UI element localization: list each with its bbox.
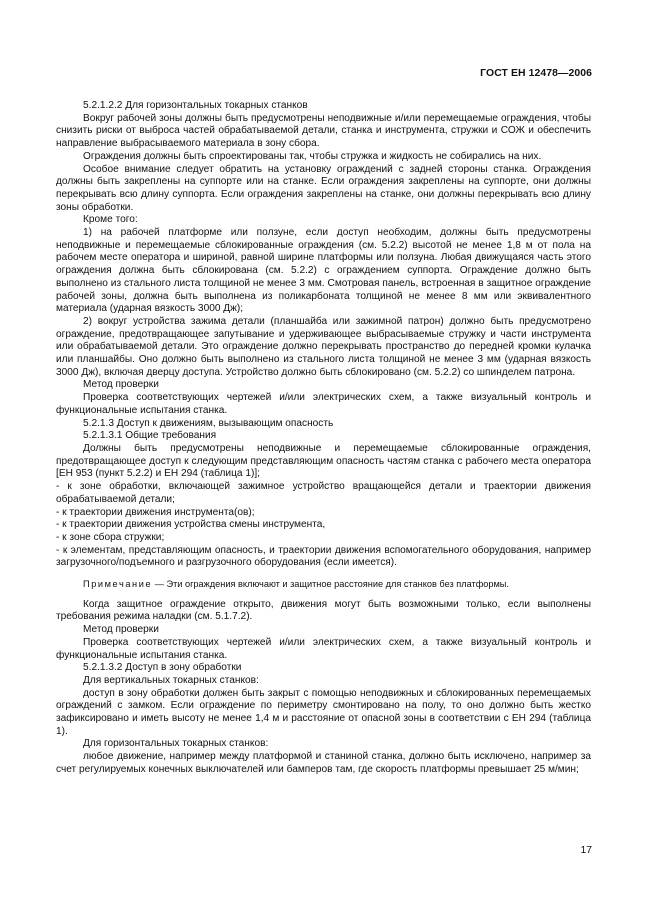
list-item: 2) вокруг устройства зажима детали (планшайба или зажимной патрон) должно быть предусмотрено ограждение, предотвращающее запутывание и удерживающее выбрасываемые стружку и части инструмента или обрабатываемой детали. Это ограждение должно перекрывать пространство до передней кромки кулачка или планшайбы. Оно должно быть выполнено из стального листа толщиной не менее 3 мм (ударная вязкость 3000 Дж), включая дверцу доступа. Устройство должно быть сблокировано (см. 5.2.2) со шпинделем патрона.: [56, 315, 591, 378]
subheading: Для горизонтальных токарных станков:: [83, 738, 269, 750]
section-heading: 5.2.1.3 Доступ к движениям, вызывающим опасность: [83, 417, 334, 429]
document-header: ГОСТ ЕН 12478—2006: [480, 68, 592, 79]
list-item: - к траектории движения инструмента(ов);: [56, 506, 255, 518]
paragraph: Кроме того:: [83, 214, 138, 226]
note-label: Примечание: [83, 579, 153, 590]
section-heading: 5.2.1.3.2 Доступ в зону обработки: [83, 662, 242, 674]
paragraph: Ограждения должны быть спроектированы так, чтобы стружка и жидкость не собирались на них.: [83, 150, 542, 162]
paragraph: Должны быть предусмотрены неподвижные и перемещаемые сблокированные ограждения, предотвращающее доступ к следующим представляющим опасность частям станка с рабочего места оператора [ЕН 953 (пункт 5.2.2) и ЕН 294 (таблица 1)];: [56, 442, 591, 480]
list-item: - к траектории движения устройства смены инструмента,: [56, 519, 326, 531]
list-item: - к зоне обработки, включающей зажимное устройство вращающейся детали и траектории движения обрабатываемой детали;: [56, 481, 591, 505]
section-heading: 5.2.1.3.1 Общие требования: [83, 430, 217, 442]
page-number: 17: [580, 845, 592, 856]
list-item: - к зоне сбора стружки;: [56, 531, 165, 543]
paragraph: Проверка соответствующих чертежей и/или электрических схем, а также визуальный контроль и функциональные испытания станка.: [56, 392, 591, 416]
paragraph: доступ в зону обработки должен быть закрыт с помощью неподвижных и сблокированных перемещаемых ограждений с замком. Если ограждение по периметру смонтировано на полу, то оно должно быть жестко зафиксировано и иметь высоту не менее 1,4 м и расстояние от опасной зоны в соответствии с ЕН 294 (таблица 1).: [56, 687, 591, 737]
paragraph: Когда защитное ограждение открыто, движения могут быть возможными только, если выполнены требования режима наладки (см. 5.1.7.2).: [56, 598, 591, 623]
paragraph: любое движение, например между платформой и станиной станка, должно быть исключено, например за счет регулируемых конечных выключателей или бамперов там, где скорость платформы превышает 25 м/мин;: [56, 751, 591, 775]
paragraph: Вокруг рабочей зоны должны быть предусмотрены неподвижные и/или перемещаемые ограждения, чтобы снизить риски от выброса частей обрабатываемой детали, станка и инструмента, стружки и СОЖ и обеспечить направление выбрасываемого материала в зону сбора.: [56, 112, 591, 150]
note: [56, 578, 591, 591]
paragraph: Проверка соответствующих чертежей и/или электрических схем, а также визуальный контроль и функциональные испытания станка.: [56, 636, 591, 661]
subheading: Для вертикальных токарных станков:: [83, 674, 259, 686]
document-body: [56, 100, 591, 777]
section-heading: 5.2.1.2.2 Для горизонтальных токарных станков: [83, 100, 308, 111]
list-item: - к элементам, представляющим опасность, и траектории движения вспомогательного оборудования, например загрузочного/подъемного и разгрузочного оборудования (если имеется).: [56, 544, 591, 569]
list-item: 1) на рабочей платформе или ползуне, если доступ необходим, должны быть предусмотрены неподвижные и перемещаемые сблокированные ограждения (см. 5.2.2) высотой не менее 1,8 м от пола на рабочем месте оператора и шириной, равной ширине платформы или ползуна. Любая движущаяся часть этого ограждения должна быть сблокирована (см. 5.2.2) с ограждением суппорта. Ограждение должно быть выполнено из стального листа толщиной не менее 3 мм. Смотровая панель, встроенная в защитное ограждение рабочей зоны, должна быть выполнена из поликарбоната толщиной не менее 8 мм или эквивалентного материала (ударная вязкость 3000 Дж);: [56, 227, 591, 315]
note-text: — Эти ограждения включают и защитное расстояние для станков без платформы.: [152, 579, 509, 590]
subheading: Метод проверки: [83, 379, 159, 391]
paragraph: Особое внимание следует обратить на установку ограждений с задней стороны станка. Ограждения должны быть закреплены на суппорте или на станке. Если ограждения закреплены на суппорте, они должны перекрывать всю длину суппорта. Если ограждения закреплены на станке, они должны перекрывать всю длину зоны обработки.: [56, 163, 591, 213]
subheading: Метод проверки: [83, 624, 159, 636]
